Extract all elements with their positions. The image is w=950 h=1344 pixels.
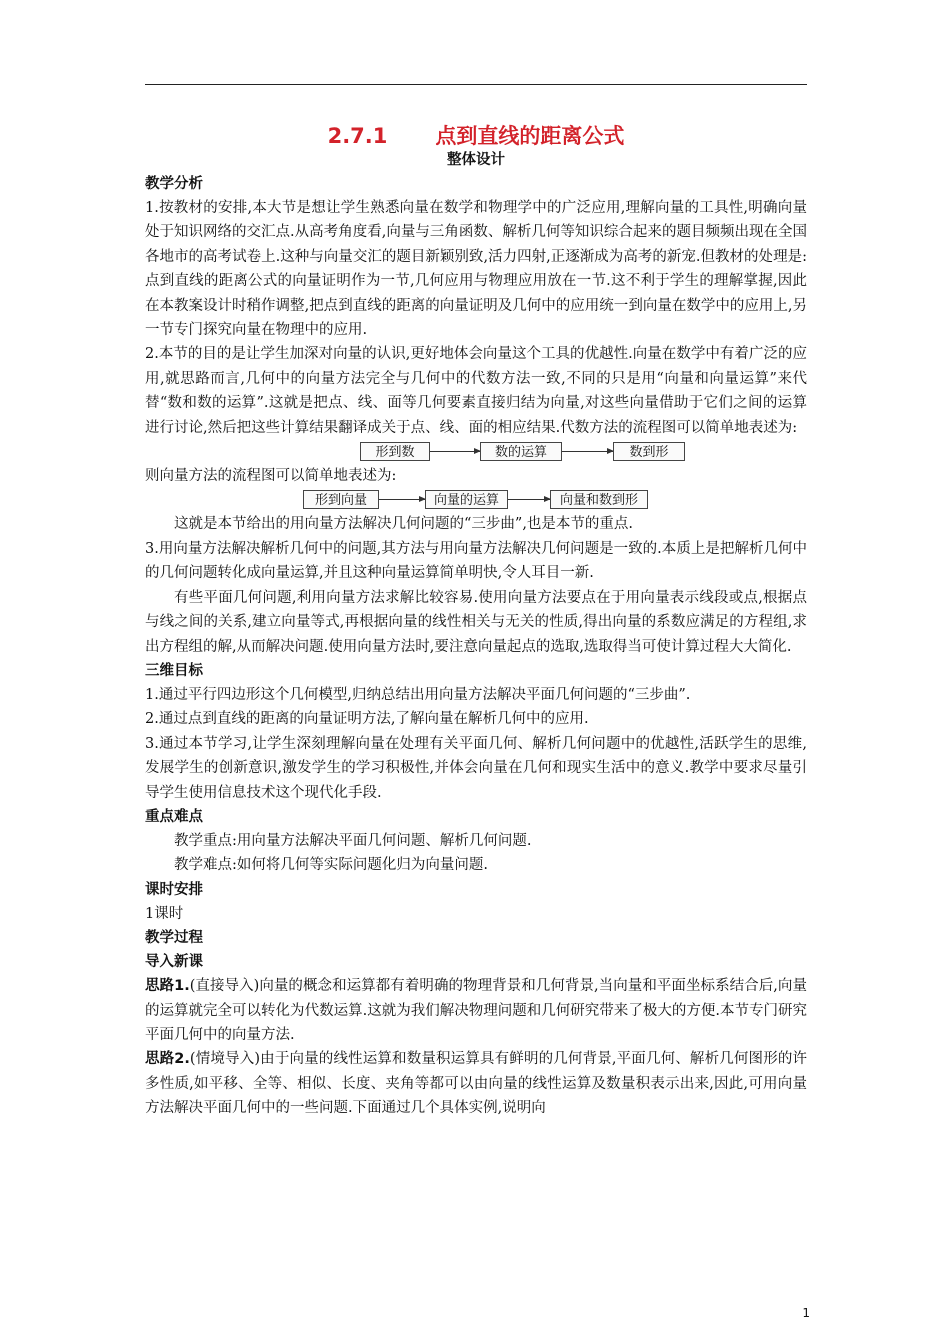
heading-process: 教学过程 xyxy=(145,930,203,947)
goal-item: 1.通过平行四边形这个几何模型,归纳总结出用向量方法解决平面几何问题的“三步曲”. xyxy=(145,686,691,703)
flow-box: 向量和数到形 xyxy=(550,490,648,509)
goal-item: 3.通过本节学习,让学生深刻理解向量在处理有关平面几何、解析几何问题中的优越性,活跃学生的思维,发展学生的创新意识,激发学生的学习积极性,并体会向量在几何和现实生活中的意义.教学中要求尽量引导学生使用信息技术这个现代化手段. xyxy=(145,735,807,801)
heading-schedule: 课时安排 xyxy=(145,881,203,898)
idea-2-label: 思路2. xyxy=(145,1051,190,1068)
goal-item: 2.通过点到直线的距离的向量证明方法,了解向量在解析几何中的应用. xyxy=(145,711,589,728)
analysis-paragraph-2: 2.本节的目的是让学生加深对向量的认识,更好地体会向量这个工具的优越性.向量在数学中有着广泛的应用,就思路而言,几何中的向量方法完全与几何中的代数方法一致,不同的只是用“向量和向量运算”来代替“数和数的运算”.这就是把点、线、面等几何要素直接归结为向量,对这些向量借助于它们之间的运算进行讨论,然后把这些计算结果翻译成关于点、线、面的相应结果.代数方法的流程图可以简单地表述为: xyxy=(145,346,807,436)
flow-box: 形到向量 xyxy=(303,490,379,509)
header-rule xyxy=(145,84,807,85)
flow-box: 向量的运算 xyxy=(425,490,508,509)
heading-analysis: 教学分析 xyxy=(145,176,203,192)
analysis-paragraph-3: 3.用向量方法解决解析几何中的问题,其方法与用向量方法解决几何问题是一致的.本质上是把解析几何中的几何问题转化成向量运算,并且这种向量运算简单明快,令人耳目一新. xyxy=(145,540,807,582)
heading-keypoints: 重点难点 xyxy=(145,808,203,825)
schedule-text: 1课时 xyxy=(145,905,184,922)
analysis-paragraph-4: 有些平面几何问题,利用向量方法求解比较容易.使用向量方法要点在于用向量表示线段或点,根据点与线之间的关系,建立向量等式,再根据向量的线性相关与无关的性质,得出向量的系数应满足的方程组,求出方程组的解,从而解决问题.使用向量方法时,要注意向量起点的选取,选取得当可使计算过程大大简化. xyxy=(145,589,807,655)
teaching-difficulty: 教学难点:如何将几何等实际问题化归为向量问题. xyxy=(174,857,488,874)
idea-2-paragraph xyxy=(145,1047,807,1120)
three-steps-paragraph: 这就是本节给出的用向量方法解决几何问题的“三步曲”,也是本节的重点. xyxy=(174,516,634,533)
idea-2-text: (情境导入)由于向量的线性运算和数量积运算具有鲜明的几何背景,平面几何、解析几何图形的许多性质,如平移、全等、相似、长度、夹角等都可以由向量的线性运算及数量积表示出来,因此,可用向量方法解决平面几何中的一些问题.下面通过几个具体实例,说明向 xyxy=(145,1051,808,1117)
vector-flow-intro: 则向量方法的流程图可以简单地表述为: xyxy=(145,468,397,485)
document-body xyxy=(145,122,807,1121)
page-title xyxy=(145,122,807,150)
flow-box: 数的运算 xyxy=(480,442,562,461)
heading-intro: 导入新课 xyxy=(145,954,203,971)
analysis-paragraph-1: 1.按教材的安排,本大节是想让学生熟悉向量在数学和物理学中的广泛应用,理解向量的工具性,明确向量处于知识网络的交汇点.从高考角度看,向量与三角函数、解析几何等知识综合起来的题目频频出现在全国各地市的高考试卷上.这种与向量交汇的题目新颖别致,活力四射,正逐渐成为高考的新宠.但教材的处理是:点到直线的距离公式的向量证明作为一节,几何应用与物理应用放在一节.这不利于学生的理解掌握,因此在本教案设计时稍作调整,把点到直线的距离的向量证明及几何中的应用统一到向量在数学中的应用上,另一节专门探究向量在物理中的应用. xyxy=(145,200,807,339)
heading-goals: 三维目标 xyxy=(145,662,203,679)
flow-box: 形到数 xyxy=(360,442,430,461)
subtitle: 整体设计 xyxy=(447,152,505,168)
flow-arrow xyxy=(562,451,613,452)
flow-box: 数到形 xyxy=(613,442,685,461)
idea-1-label: 思路1. xyxy=(145,978,190,995)
flow-arrow xyxy=(508,499,550,500)
section-number: 2.7.1 xyxy=(327,124,388,148)
idea-1-paragraph xyxy=(145,974,807,1047)
algebra-flowchart xyxy=(145,440,807,464)
flow-arrow xyxy=(379,499,425,500)
teaching-focus: 教学重点:用向量方法解决平面几何问题、解析几何问题. xyxy=(174,832,532,849)
idea-1-text: (直接导入)向量的概念和运算都有着明确的物理背景和几何背景,当向量和平面坐标系结合后,向量的运算就完全可以转化为代数运算.这就为我们解决物理问题和几何研究带来了极大的方便.本节专门研究平面几何中的向量方法. xyxy=(145,978,807,1043)
flow-arrow xyxy=(430,451,480,452)
title-text: 点到直线的距离公式 xyxy=(435,124,625,148)
vector-flowchart xyxy=(145,488,807,512)
page-number: 1 xyxy=(802,1306,810,1320)
